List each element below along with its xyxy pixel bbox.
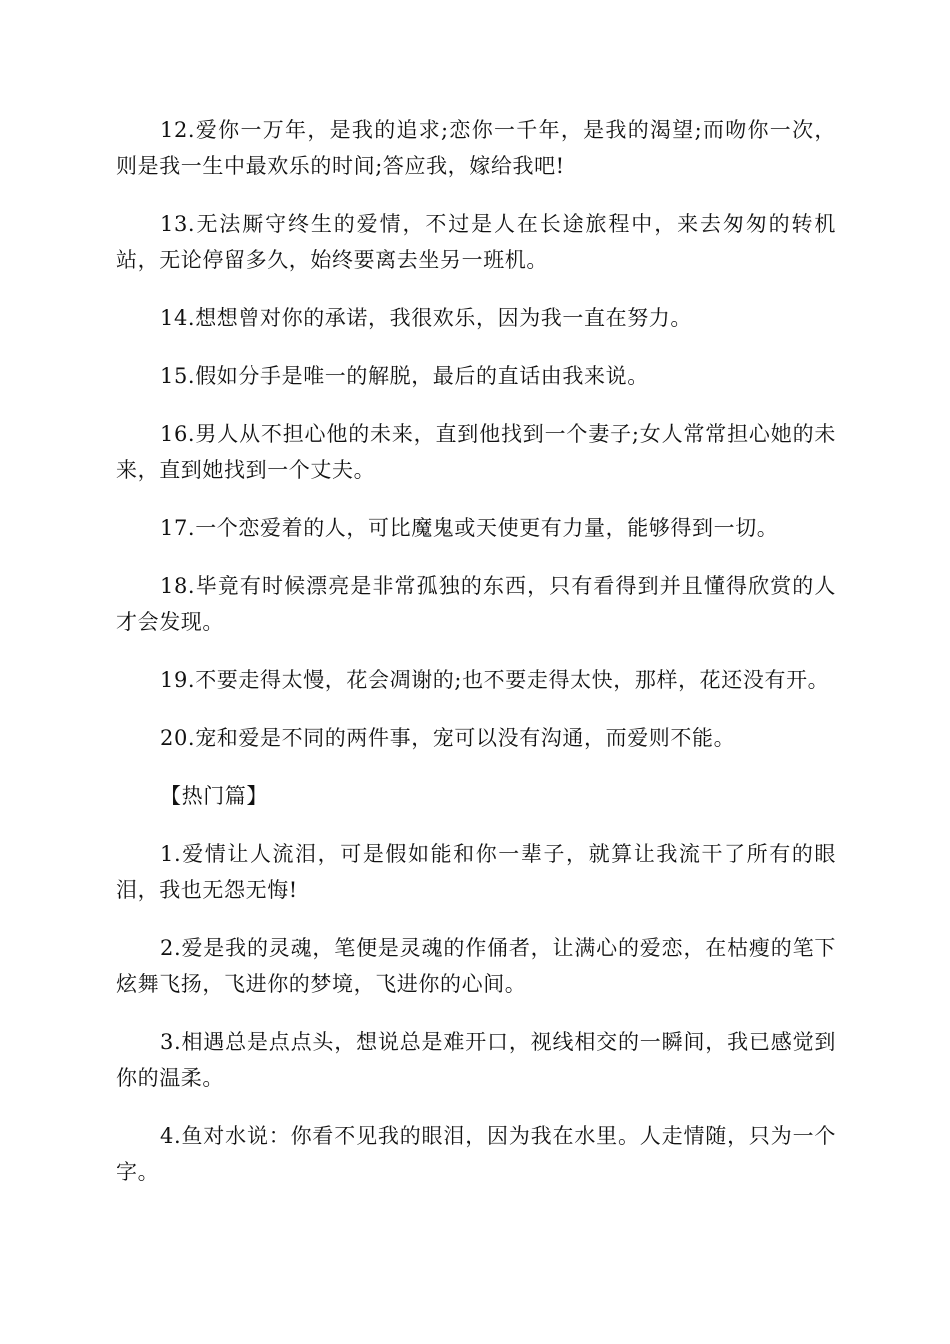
section-heading: 【热门篇】 [160, 784, 268, 808]
paragraph-hot-1: 1.爱情让人流泪，可是假如能和你一辈子，就算让我流干了所有的眼泪，我也无怨无悔! [116, 842, 836, 902]
paragraph-19: 19.不要走得太慢，花会凋谢的;也不要走得太快，那样，花还没有开。 [160, 668, 830, 692]
paragraph-14: 14.想想曾对你的承诺，我很欢乐，因为我一直在努力。 [160, 306, 692, 330]
paragraph-13: 13.无法厮守终生的爱情，不过是人在长途旅程中，来去匆匆的转机站，无论停留多久，始终要离去坐另一班机。 [116, 212, 836, 272]
paragraph-hot-3: 3.相遇总是点点头，想说总是难开口，视线相交的一瞬间，我已感觉到你的温柔。 [116, 1030, 836, 1090]
paragraph-18: 18.毕竟有时候漂亮是非常孤独的东西，只有看得到并且懂得欣赏的人才会发现。 [116, 574, 836, 634]
paragraph-16: 16.男人从不担心他的未来，直到他找到一个妻子;女人常常担心她的未来，直到她找到一个丈夫。 [116, 422, 836, 482]
paragraph-hot-2: 2.爱是我的灵魂，笔便是灵魂的作俑者，让满心的爱恋，在枯瘦的笔下炫舞飞扬，飞进你的梦境，飞进你的心间。 [116, 936, 836, 996]
paragraph-hot-4: 4.鱼对水说：你看不见我的眼泪，因为我在水里。人走情随，只为一个字。 [116, 1124, 836, 1184]
document-body [116, 112, 836, 1212]
paragraph-17: 17.一个恋爱着的人，可比魔鬼或天使更有力量，能够得到一切。 [160, 516, 779, 540]
paragraph-15: 15.假如分手是唯一的解脱，最后的直话由我来说。 [160, 364, 649, 388]
paragraph-12: 12.爱你一万年，是我的追求;恋你一千年，是我的渴望;而吻你一次，则是我一生中最欢乐的时间;答应我，嫁给我吧! [116, 118, 836, 178]
paragraph-20: 20.宠和爱是不同的两件事，宠可以没有沟通，而爱则不能。 [160, 726, 736, 750]
